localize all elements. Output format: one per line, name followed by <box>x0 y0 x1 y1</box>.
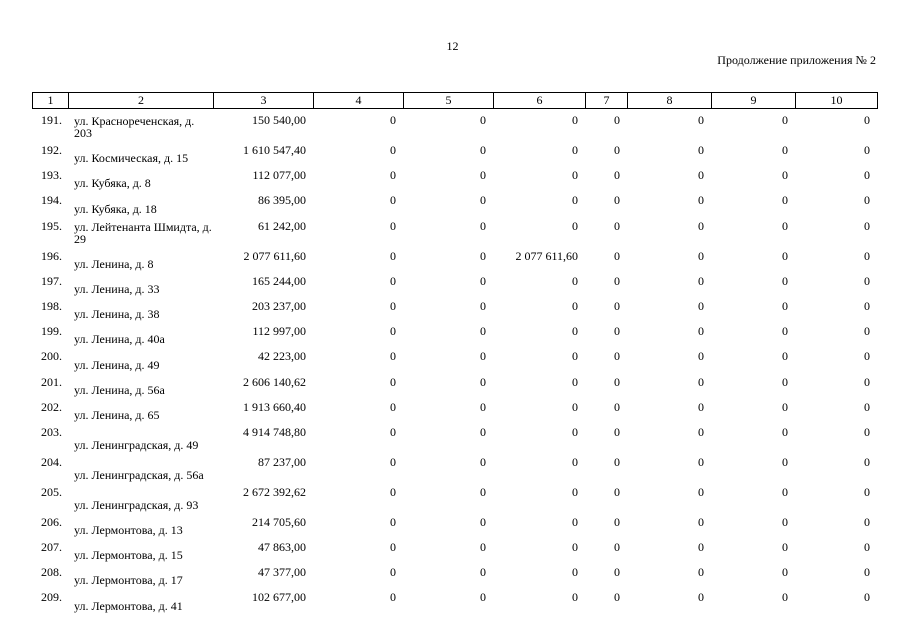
value-cell: 0 <box>614 454 620 469</box>
value-cell: 0 <box>698 484 704 499</box>
value-cell: 0 <box>390 424 396 439</box>
value-cell: 0 <box>698 540 704 555</box>
value-cell: 0 <box>480 349 486 364</box>
address-cell: ул. Ленина, д. 33 <box>74 281 160 296</box>
value-cell: 0 <box>864 248 870 263</box>
row-number: 200. <box>41 349 62 364</box>
value-cell: 0 <box>480 424 486 439</box>
value-cell: 0 <box>572 424 578 439</box>
value-cell: 87 237,00 <box>258 454 306 469</box>
column-header: 4 <box>314 93 404 109</box>
value-cell: 0 <box>614 248 620 263</box>
address-cell: ул. Космическая, д. 15 <box>74 151 189 166</box>
value-cell: 0 <box>572 298 578 313</box>
value-cell: 203 237,00 <box>252 298 306 313</box>
appendix-note: Продолжение приложения № 2 <box>717 53 876 67</box>
row-number: 197. <box>41 273 62 288</box>
value-cell: 0 <box>390 113 396 127</box>
table-row <box>32 272 877 297</box>
value-cell: 0 <box>864 193 870 208</box>
value-cell: 0 <box>698 565 704 580</box>
value-cell: 0 <box>698 298 704 313</box>
value-cell: 0 <box>480 565 486 580</box>
value-cell: 0 <box>782 218 788 233</box>
value-cell: 0 <box>698 218 704 233</box>
address-cell: ул. Ленинградская, д. 93 <box>74 497 199 512</box>
value-cell: 0 <box>614 349 620 364</box>
address-cell: ул. Лермонтова, д. 17 <box>74 573 183 588</box>
row-number: 193. <box>41 168 62 183</box>
value-cell: 112 077,00 <box>252 168 306 183</box>
table-row <box>32 453 877 483</box>
value-cell: 47 377,00 <box>258 565 306 580</box>
value-cell: 0 <box>572 484 578 499</box>
value-cell: 0 <box>782 399 788 414</box>
value-cell: 0 <box>614 218 620 233</box>
value-cell: 0 <box>390 248 396 263</box>
value-cell: 0 <box>698 374 704 389</box>
table-body <box>32 111 877 614</box>
row-number: 196. <box>41 248 62 263</box>
table-row <box>32 141 877 166</box>
row-number: 202. <box>41 399 62 414</box>
value-cell: 2 606 140,62 <box>243 374 306 389</box>
value-cell: 0 <box>390 298 396 313</box>
value-cell: 0 <box>864 424 870 439</box>
value-cell: 0 <box>614 424 620 439</box>
value-cell: 0 <box>390 514 396 529</box>
address-cell: ул. Лейтенанта Шмидта, д. 29 <box>74 219 212 246</box>
value-cell: 0 <box>698 273 704 288</box>
table-row <box>32 538 877 563</box>
value-cell: 0 <box>390 324 396 339</box>
table-row <box>32 483 877 513</box>
value-cell: 0 <box>614 374 620 389</box>
column-header: 3 <box>214 93 314 109</box>
value-cell: 2 672 392,62 <box>243 484 306 499</box>
value-cell: 61 242,00 <box>258 218 306 233</box>
row-number: 205. <box>41 484 62 499</box>
value-cell: 0 <box>390 484 396 499</box>
address-cell: ул. Ленинградская, д. 49 <box>74 437 199 452</box>
value-cell: 0 <box>698 454 704 469</box>
value-cell: 0 <box>614 168 620 183</box>
value-cell: 0 <box>864 454 870 469</box>
value-cell: 0 <box>480 113 486 127</box>
value-cell: 0 <box>864 514 870 529</box>
value-cell: 0 <box>572 374 578 389</box>
value-cell: 0 <box>614 298 620 313</box>
value-cell: 0 <box>480 590 486 605</box>
value-cell: 0 <box>864 168 870 183</box>
row-number: 209. <box>41 590 62 605</box>
data-table <box>32 111 877 614</box>
value-cell: 0 <box>864 374 870 389</box>
value-cell: 0 <box>390 193 396 208</box>
value-cell: 0 <box>480 248 486 263</box>
value-cell: 0 <box>782 143 788 157</box>
row-number: 207. <box>41 540 62 555</box>
value-cell: 0 <box>782 484 788 499</box>
value-cell: 0 <box>782 324 788 339</box>
row-number: 204. <box>41 454 62 469</box>
value-cell: 47 863,00 <box>258 540 306 555</box>
value-cell: 165 244,00 <box>252 273 306 288</box>
value-cell: 112 997,00 <box>252 324 306 339</box>
value-cell: 0 <box>572 218 578 233</box>
value-cell: 0 <box>480 484 486 499</box>
address-cell: ул. Ленина, д. 49 <box>74 357 160 372</box>
value-cell: 150 540,00 <box>252 113 306 127</box>
value-cell: 0 <box>480 218 486 233</box>
table-row <box>32 513 877 538</box>
column-header: 5 <box>404 93 494 109</box>
value-cell: 2 077 611,60 <box>243 248 306 263</box>
value-cell: 0 <box>864 484 870 499</box>
value-cell: 0 <box>480 193 486 208</box>
value-cell: 0 <box>698 113 704 127</box>
value-cell: 0 <box>614 565 620 580</box>
row-number: 206. <box>41 514 62 529</box>
page-number: 12 <box>446 39 459 53</box>
value-cell: 102 677,00 <box>252 590 306 605</box>
table-row <box>32 166 877 191</box>
value-cell: 0 <box>614 273 620 288</box>
value-cell: 0 <box>782 273 788 288</box>
value-cell: 0 <box>572 143 578 157</box>
value-cell: 0 <box>572 273 578 288</box>
value-cell: 0 <box>614 514 620 529</box>
table-row <box>32 347 877 372</box>
value-cell: 0 <box>782 193 788 208</box>
row-number: 199. <box>41 324 62 339</box>
value-cell: 0 <box>480 514 486 529</box>
value-cell: 0 <box>782 540 788 555</box>
value-cell: 0 <box>390 374 396 389</box>
table-row <box>32 373 877 398</box>
value-cell: 0 <box>698 248 704 263</box>
value-cell: 0 <box>782 374 788 389</box>
value-cell: 0 <box>698 514 704 529</box>
row-number: 192. <box>41 143 62 157</box>
address-cell: ул. Ленина, д. 38 <box>74 307 160 322</box>
row-number: 194. <box>41 193 62 208</box>
column-header-table <box>32 92 878 109</box>
value-cell: 0 <box>782 248 788 263</box>
value-cell: 0 <box>698 168 704 183</box>
value-cell: 0 <box>480 298 486 313</box>
value-cell: 0 <box>390 454 396 469</box>
column-header: 10 <box>796 93 878 109</box>
value-cell: 0 <box>614 540 620 555</box>
row-number: 208. <box>41 565 62 580</box>
value-cell: 0 <box>614 590 620 605</box>
value-cell: 0 <box>614 193 620 208</box>
address-cell: ул. Краснореченская, д. 203 <box>74 114 195 140</box>
value-cell: 86 395,00 <box>258 193 306 208</box>
value-cell: 0 <box>390 143 396 157</box>
value-cell: 0 <box>782 424 788 439</box>
table-row <box>32 111 877 141</box>
value-cell: 0 <box>572 324 578 339</box>
value-cell: 0 <box>864 298 870 313</box>
value-cell: 42 223,00 <box>258 349 306 364</box>
value-cell: 0 <box>480 168 486 183</box>
table-row <box>32 217 877 247</box>
value-cell: 0 <box>390 540 396 555</box>
column-header: 6 <box>494 93 586 109</box>
value-cell: 0 <box>698 399 704 414</box>
value-cell: 0 <box>782 349 788 364</box>
table-row <box>32 423 877 453</box>
address-cell: ул. Лермонтова, д. 15 <box>74 548 183 563</box>
address-cell: ул. Кубяка, д. 8 <box>74 176 151 191</box>
value-cell: 0 <box>572 590 578 605</box>
value-cell: 0 <box>480 273 486 288</box>
value-cell: 0 <box>572 454 578 469</box>
address-cell: ул. Лермонтова, д. 13 <box>74 523 183 538</box>
value-cell: 0 <box>614 399 620 414</box>
value-cell: 0 <box>390 218 396 233</box>
value-cell: 0 <box>572 349 578 364</box>
address-cell: ул. Лермонтова, д. 41 <box>74 598 183 613</box>
value-cell: 0 <box>864 143 870 157</box>
table-row <box>32 563 877 588</box>
value-cell: 0 <box>782 454 788 469</box>
value-cell: 214 705,60 <box>252 514 306 529</box>
value-cell: 0 <box>698 424 704 439</box>
table-row <box>32 322 877 347</box>
table-row <box>32 588 877 613</box>
value-cell: 0 <box>864 113 870 127</box>
address-cell: ул. Кубяка, д. 18 <box>74 201 157 216</box>
value-cell: 0 <box>572 193 578 208</box>
value-cell: 0 <box>480 540 486 555</box>
value-cell: 0 <box>480 454 486 469</box>
value-cell: 0 <box>480 324 486 339</box>
value-cell: 0 <box>572 540 578 555</box>
value-cell: 0 <box>572 514 578 529</box>
value-cell: 0 <box>782 168 788 183</box>
value-cell: 0 <box>782 113 788 127</box>
table-row <box>32 247 877 272</box>
table-row <box>32 398 877 423</box>
value-cell: 2 077 611,60 <box>515 248 578 263</box>
row-number: 203. <box>41 424 62 439</box>
value-cell: 0 <box>782 514 788 529</box>
address-cell: ул. Ленина, д. 40а <box>74 332 165 347</box>
row-number: 191. <box>41 113 62 127</box>
row-number: 201. <box>41 374 62 389</box>
value-cell: 0 <box>864 399 870 414</box>
value-cell: 0 <box>614 143 620 157</box>
value-cell: 0 <box>864 540 870 555</box>
value-cell: 0 <box>698 143 704 157</box>
value-cell: 0 <box>698 324 704 339</box>
address-cell: ул. Ленина, д. 8 <box>74 256 154 271</box>
value-cell: 0 <box>864 324 870 339</box>
value-cell: 0 <box>390 590 396 605</box>
value-cell: 1 610 547,40 <box>243 143 306 157</box>
value-cell: 0 <box>572 113 578 127</box>
value-cell: 0 <box>480 374 486 389</box>
table-row <box>32 191 877 216</box>
value-cell: 0 <box>614 484 620 499</box>
value-cell: 0 <box>390 399 396 414</box>
column-header: 2 <box>69 93 214 109</box>
column-header: 8 <box>628 93 712 109</box>
row-number: 195. <box>41 218 62 233</box>
row-number: 198. <box>41 298 62 313</box>
value-cell: 0 <box>390 168 396 183</box>
column-header: 1 <box>33 93 69 109</box>
value-cell: 0 <box>864 565 870 580</box>
address-cell: ул. Ленинградская, д. 56а <box>74 467 204 482</box>
address-cell: ул. Ленина, д. 65 <box>74 407 160 422</box>
value-cell: 0 <box>480 399 486 414</box>
value-cell: 0 <box>572 565 578 580</box>
value-cell: 0 <box>864 590 870 605</box>
address-cell: ул. Ленина, д. 56а <box>74 382 165 397</box>
value-cell: 0 <box>782 298 788 313</box>
value-cell: 0 <box>390 349 396 364</box>
value-cell: 0 <box>614 113 620 127</box>
value-cell: 0 <box>480 143 486 157</box>
value-cell: 0 <box>864 349 870 364</box>
value-cell: 4 914 748,80 <box>243 424 306 439</box>
value-cell: 0 <box>782 590 788 605</box>
value-cell: 0 <box>698 193 704 208</box>
column-header: 9 <box>712 93 796 109</box>
value-cell: 0 <box>864 218 870 233</box>
value-cell: 0 <box>572 168 578 183</box>
value-cell: 0 <box>698 349 704 364</box>
value-cell: 0 <box>782 565 788 580</box>
value-cell: 0 <box>698 590 704 605</box>
value-cell: 0 <box>572 399 578 414</box>
value-cell: 0 <box>390 565 396 580</box>
value-cell: 0 <box>864 273 870 288</box>
value-cell: 0 <box>390 273 396 288</box>
column-header: 7 <box>586 93 628 109</box>
table-row <box>32 297 877 322</box>
value-cell: 1 913 660,40 <box>243 399 306 414</box>
value-cell: 0 <box>614 324 620 339</box>
